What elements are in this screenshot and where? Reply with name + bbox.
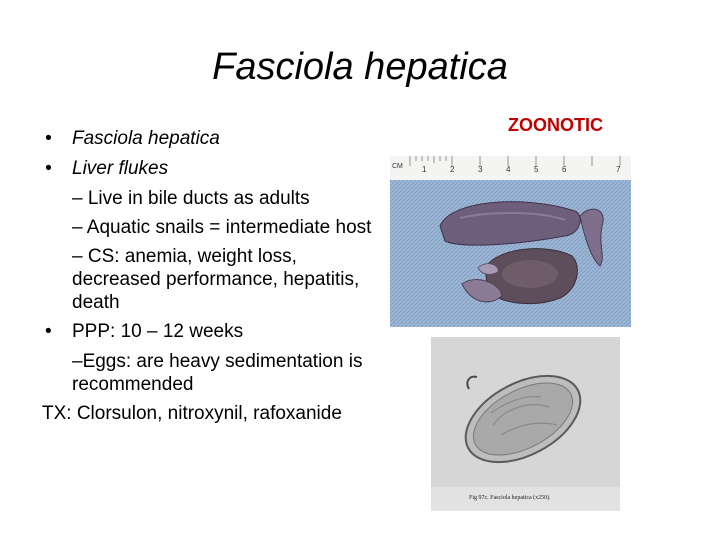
- fluke-egg-micrograph: [431, 337, 620, 511]
- ruler-number: 6: [562, 165, 567, 174]
- bullet-list: [42, 127, 372, 425]
- sub-bullet-bile-ducts: – Live in bile ducts as adults: [72, 188, 310, 209]
- ruler-number: 7: [616, 165, 621, 174]
- bullet-liver-flukes: • Liver flukes: [42, 157, 372, 180]
- ruler-number: 5: [534, 165, 539, 174]
- slide-title: Fasciola hepatica: [212, 46, 508, 88]
- bullet-fasciola-hepatica: • Fasciola hepatica: [42, 127, 372, 150]
- bullet-ppp: • PPP: 10 – 12 weeks: [42, 320, 372, 343]
- sub-bullet-snails: – Aquatic snails = intermediate host: [72, 217, 372, 238]
- zoonotic-label: ZOONOTIC: [508, 115, 603, 135]
- sub-bullet-eggs: –Eggs: are heavy sedimentation is recommended: [72, 351, 363, 395]
- ruler-number: 4: [506, 165, 511, 174]
- ruler-unit: CM: [392, 163, 403, 170]
- ruler-number: 1: [422, 165, 427, 174]
- sub-bullet-clinical-signs: – CS: anemia, weight loss, decreased performance, hepatitis, death: [72, 246, 360, 313]
- treatment-text: TX: Clorsulon, nitroxynil, rafoxanide: [42, 403, 342, 424]
- micrograph-caption: Fig 97c. Fasciola hepatica (x250).: [469, 495, 551, 501]
- ruler-number: 2: [450, 165, 455, 174]
- ruler-number: 3: [478, 165, 483, 174]
- liver-fluke-photo: [390, 156, 631, 327]
